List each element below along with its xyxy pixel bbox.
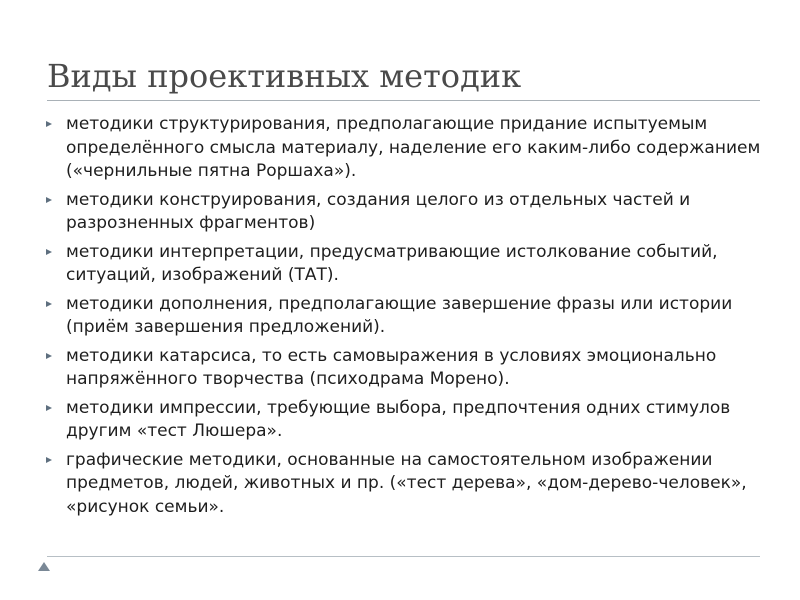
bullet-item [46, 241, 766, 288]
bullet-text: методики интерпретации, предусматривающие истолкование событий, ситуаций, изображений (ТАТ). [66, 241, 718, 285]
triangle-bullet-icon [46, 249, 52, 255]
bullet-text: методики конструирования, создания целого из отдельных частей и разрозненных фрагментов) [66, 189, 691, 233]
triangle-bullet-icon [46, 405, 52, 411]
bullet-item [46, 397, 766, 444]
bullet-list [46, 113, 766, 524]
bullet-item [46, 449, 766, 520]
bullet-text: методики катарсиса, то есть самовыражения в условиях эмоционально напряжённого творчества (психодрама Морено). [66, 345, 717, 389]
bullet-text: методики импрессии, требующие выбора, предпочтения одних стимулов другим «тест Люшера». [66, 397, 731, 441]
bullet-text: методики дополнения, предполагающие завершение фразы или истории (приём завершения предложений). [66, 293, 733, 337]
footer-divider [47, 556, 760, 557]
bullet-item [46, 293, 766, 340]
title-divider [47, 100, 760, 101]
triangle-bullet-icon [46, 197, 52, 203]
triangle-bullet-icon [46, 121, 52, 127]
triangle-bullet-icon [46, 457, 52, 463]
bullet-item [46, 113, 766, 184]
triangle-up-icon[interactable] [38, 562, 50, 571]
bullet-text: графические методики, основанные на самостоятельном изображении предметов, людей, животных и пр. («тест дерева», «дом-дерево-человек», «рисунок семьи». [66, 449, 747, 517]
triangle-bullet-icon [46, 353, 52, 359]
bullet-item [46, 345, 766, 392]
triangle-bullet-icon [46, 301, 52, 307]
bullet-item [46, 189, 766, 236]
slide-title: Виды проективных методик [47, 57, 522, 95]
bullet-text: методики структурирования, предполагающие придание испытуемым определённого смысла материалу, наделение его каким-либо содержанием («чернильные пятна Роршаха»). [66, 114, 761, 181]
